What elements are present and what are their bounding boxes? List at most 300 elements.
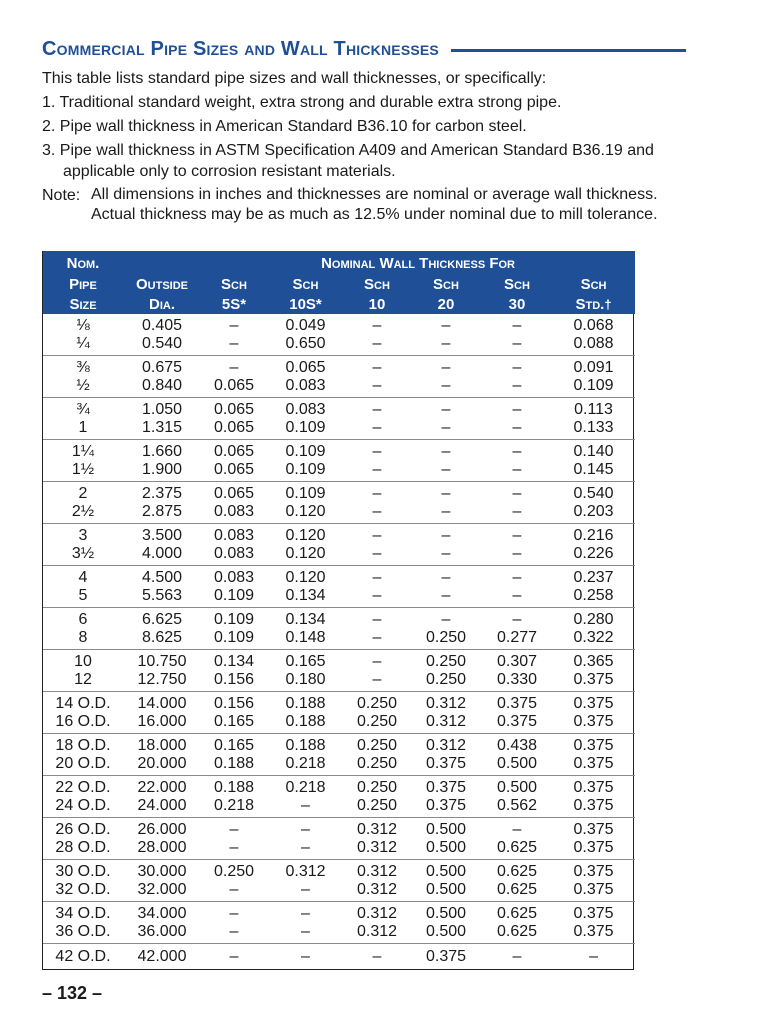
value-cell bbox=[482, 776, 552, 818]
value-cell bbox=[410, 440, 482, 482]
value-cell bbox=[123, 818, 201, 860]
cell-value: 1½ bbox=[71, 460, 95, 478]
value-cell bbox=[123, 398, 201, 440]
table-row bbox=[43, 944, 635, 971]
cell-value: – bbox=[372, 586, 382, 604]
cell-value: ⅜ bbox=[76, 358, 90, 376]
cell-value: 0.500 bbox=[425, 820, 467, 838]
cell-value: – bbox=[441, 442, 451, 460]
cell-value: 0.625 bbox=[496, 880, 538, 898]
cell-value: 0.625 bbox=[496, 922, 538, 940]
cell-value: 0.650 bbox=[285, 334, 326, 352]
cell-value: ¼ bbox=[76, 334, 90, 352]
cell-value: 0.500 bbox=[425, 880, 467, 898]
value-cell bbox=[552, 356, 635, 398]
cell-value: 0.120 bbox=[285, 544, 326, 562]
cell-value: 0.188 bbox=[285, 736, 326, 754]
cell-value: 18.000 bbox=[137, 736, 187, 754]
cell-value: – bbox=[441, 358, 451, 376]
cell-value: 8.625 bbox=[141, 628, 183, 646]
cell-value: – bbox=[372, 652, 382, 670]
table-row bbox=[43, 356, 635, 398]
cell-value: 26 O.D. bbox=[55, 820, 111, 838]
header-std bbox=[552, 294, 635, 314]
cell-value: – bbox=[441, 316, 451, 334]
cell-value: – bbox=[512, 568, 522, 586]
cell-value: – bbox=[441, 376, 451, 394]
cell-value: 0.083 bbox=[285, 400, 326, 418]
cell-value: 0.134 bbox=[285, 610, 326, 628]
cell-value: 0.675 bbox=[141, 358, 183, 376]
cell-value: – bbox=[372, 418, 382, 436]
cell-value: – bbox=[301, 880, 310, 898]
cell-value: – bbox=[229, 948, 239, 965]
cell-value: – bbox=[441, 400, 451, 418]
value-cell bbox=[267, 944, 344, 971]
cell-value: 0.625 bbox=[496, 904, 538, 922]
cell-value: 0.312 bbox=[356, 904, 398, 922]
cell-value: – bbox=[512, 484, 522, 502]
cell-value: 0.188 bbox=[285, 694, 326, 712]
cell-value: 0.188 bbox=[285, 712, 326, 730]
cell-value: 0.049 bbox=[285, 316, 326, 334]
cell-value: – bbox=[229, 358, 239, 376]
cell-value: 34 O.D. bbox=[55, 904, 111, 922]
cell-value: 0.218 bbox=[285, 778, 326, 796]
cell-value: 0.134 bbox=[213, 652, 255, 670]
cell-value: 0.113 bbox=[574, 400, 613, 418]
cell-value: 42 O.D. bbox=[55, 948, 111, 965]
cell-value: – bbox=[372, 460, 382, 478]
cell-value: 0.120 bbox=[285, 568, 326, 586]
cell-value: – bbox=[372, 568, 382, 586]
pipe-size-cell bbox=[43, 902, 123, 944]
cell-value: 0.065 bbox=[213, 400, 255, 418]
table-body bbox=[43, 314, 635, 970]
value-cell bbox=[482, 650, 552, 692]
cell-value: 0.148 bbox=[285, 628, 326, 646]
value-cell bbox=[410, 860, 482, 902]
header-30: 30 bbox=[482, 294, 552, 314]
cell-value: – bbox=[512, 442, 522, 460]
table-row bbox=[43, 776, 635, 818]
value-cell bbox=[552, 776, 635, 818]
cell-value: 0.083 bbox=[213, 502, 255, 520]
value-cell bbox=[482, 356, 552, 398]
value-cell bbox=[123, 692, 201, 734]
value-cell bbox=[267, 356, 344, 398]
pipe-size-cell bbox=[43, 776, 123, 818]
value-cell bbox=[344, 356, 410, 398]
cell-value: 0.375 bbox=[573, 736, 614, 754]
table-row bbox=[43, 734, 635, 776]
cell-value: 24.000 bbox=[137, 796, 187, 814]
value-cell bbox=[201, 398, 267, 440]
cell-value: – bbox=[441, 568, 451, 586]
cell-value: – bbox=[372, 544, 382, 562]
value-cell bbox=[267, 860, 344, 902]
value-cell bbox=[552, 398, 635, 440]
cell-value: 1¼ bbox=[71, 442, 95, 460]
cell-value: 0.088 bbox=[573, 334, 614, 352]
page-number: – 132 – bbox=[42, 983, 103, 1003]
cell-value: – bbox=[512, 376, 522, 394]
value-cell bbox=[552, 524, 635, 566]
value-cell bbox=[123, 566, 201, 608]
cell-value: – bbox=[441, 418, 451, 436]
value-cell bbox=[552, 818, 635, 860]
header-5s: 5S* bbox=[201, 294, 267, 314]
value-cell bbox=[123, 608, 201, 650]
value-cell bbox=[201, 482, 267, 524]
value-cell bbox=[410, 314, 482, 356]
value-cell bbox=[123, 902, 201, 944]
cell-value: 16 O.D. bbox=[55, 712, 111, 730]
cell-value: 0.065 bbox=[213, 460, 255, 478]
header-sch: Sch bbox=[267, 274, 344, 294]
cell-value: 32 O.D. bbox=[55, 880, 111, 898]
cell-value: 0.109 bbox=[285, 418, 326, 436]
value-cell bbox=[267, 734, 344, 776]
value-cell bbox=[123, 650, 201, 692]
value-cell bbox=[344, 314, 410, 356]
cell-value: 0.375 bbox=[496, 694, 538, 712]
cell-value: – bbox=[229, 820, 239, 838]
title-rule bbox=[451, 49, 686, 52]
cell-value: – bbox=[301, 922, 310, 940]
cell-value: – bbox=[372, 376, 382, 394]
cell-value: – bbox=[441, 526, 451, 544]
cell-value: 0.625 bbox=[496, 838, 538, 856]
cell-value: – bbox=[372, 948, 382, 965]
cell-value: 0.083 bbox=[213, 526, 255, 544]
header-dia: Dia. bbox=[123, 294, 201, 314]
cell-value: 4.500 bbox=[141, 568, 183, 586]
value-cell bbox=[201, 524, 267, 566]
cell-value: 1 bbox=[78, 418, 88, 436]
value-cell bbox=[482, 566, 552, 608]
cell-value: – bbox=[512, 610, 522, 628]
cell-value: – bbox=[512, 316, 522, 334]
cell-value: 0.375 bbox=[573, 712, 614, 730]
value-cell bbox=[267, 482, 344, 524]
cell-value: 0.375 bbox=[496, 712, 538, 730]
cell-value: 0.134 bbox=[285, 586, 326, 604]
cell-value: 0.540 bbox=[141, 334, 183, 352]
cell-value: 0.375 bbox=[573, 904, 614, 922]
pipe-size-cell bbox=[43, 440, 123, 482]
pipe-size-cell bbox=[43, 650, 123, 692]
cell-value: 0.312 bbox=[356, 922, 398, 940]
cell-value: 34.000 bbox=[137, 904, 187, 922]
cell-value: – bbox=[372, 442, 382, 460]
value-cell bbox=[482, 398, 552, 440]
cell-value: 0.165 bbox=[285, 652, 326, 670]
cell-value: 20 O.D. bbox=[55, 754, 111, 772]
cell-value: 0.065 bbox=[285, 358, 326, 376]
cell-value: 0.133 bbox=[573, 418, 614, 436]
pipe-size-cell bbox=[43, 566, 123, 608]
pipe-size-cell bbox=[43, 398, 123, 440]
value-cell bbox=[344, 650, 410, 692]
cell-value: 0.250 bbox=[356, 712, 398, 730]
cell-value: – bbox=[372, 358, 382, 376]
cell-value: – bbox=[441, 586, 451, 604]
value-cell bbox=[410, 356, 482, 398]
cell-value: 36.000 bbox=[137, 922, 187, 940]
value-cell bbox=[267, 650, 344, 692]
pipe-size-cell bbox=[43, 818, 123, 860]
cell-value: 28.000 bbox=[137, 838, 187, 856]
value-cell bbox=[482, 482, 552, 524]
pipe-size-cell bbox=[43, 608, 123, 650]
cell-value: ¾ bbox=[76, 400, 90, 418]
value-cell bbox=[201, 818, 267, 860]
page-title: Commercial Pipe Sizes and Wall Thicknesses bbox=[42, 37, 439, 60]
cell-value: 0.280 bbox=[573, 610, 614, 628]
value-cell bbox=[410, 482, 482, 524]
cell-value: 0.375 bbox=[573, 880, 614, 898]
cell-value: – bbox=[229, 904, 239, 922]
note bbox=[42, 185, 662, 225]
cell-value: 0.120 bbox=[285, 526, 326, 544]
cell-value: 1.050 bbox=[141, 400, 183, 418]
value-cell bbox=[410, 776, 482, 818]
pipe-size-cell bbox=[43, 314, 123, 356]
value-cell bbox=[267, 608, 344, 650]
header-20: 20 bbox=[410, 294, 482, 314]
cell-value: ⅛ bbox=[76, 316, 90, 334]
value-cell bbox=[410, 902, 482, 944]
table-row bbox=[43, 860, 635, 902]
value-cell bbox=[201, 734, 267, 776]
cell-value: 0.145 bbox=[573, 460, 614, 478]
value-cell bbox=[410, 944, 482, 971]
cell-value: – bbox=[301, 796, 310, 814]
value-cell bbox=[344, 944, 410, 971]
cell-value: – bbox=[512, 526, 522, 544]
cell-value: 0.250 bbox=[425, 628, 467, 646]
cell-value: 0.065 bbox=[213, 484, 255, 502]
cell-value: ½ bbox=[76, 376, 90, 394]
value-cell bbox=[123, 734, 201, 776]
value-cell bbox=[201, 566, 267, 608]
cell-value: 0.109 bbox=[285, 484, 326, 502]
cell-value: 0.438 bbox=[496, 736, 538, 754]
cell-value: 0.250 bbox=[356, 736, 398, 754]
value-cell bbox=[482, 314, 552, 356]
cell-value: 0.500 bbox=[425, 862, 467, 880]
cell-value: 10 bbox=[74, 652, 92, 670]
cell-value: 6 bbox=[78, 610, 88, 628]
value-cell bbox=[267, 524, 344, 566]
value-cell bbox=[552, 440, 635, 482]
header-size: Size bbox=[43, 294, 123, 314]
value-cell bbox=[552, 860, 635, 902]
cell-value: 20.000 bbox=[137, 754, 187, 772]
cell-value: 10.750 bbox=[137, 652, 187, 670]
value-cell bbox=[267, 692, 344, 734]
value-cell bbox=[410, 398, 482, 440]
cell-value: – bbox=[372, 316, 382, 334]
cell-value: 0.322 bbox=[573, 628, 614, 646]
cell-value: 0.109 bbox=[213, 586, 255, 604]
cell-value: 0.625 bbox=[496, 862, 538, 880]
cell-value: 14 O.D. bbox=[55, 694, 111, 712]
cell-value: 0.109 bbox=[285, 460, 326, 478]
cell-value: – bbox=[512, 358, 522, 376]
value-cell bbox=[410, 566, 482, 608]
cell-value: 0.120 bbox=[285, 502, 326, 520]
value-cell bbox=[267, 776, 344, 818]
cell-value: – bbox=[512, 544, 522, 562]
cell-value: 32.000 bbox=[137, 880, 187, 898]
cell-value: 0.312 bbox=[356, 862, 398, 880]
pipe-size-cell bbox=[43, 482, 123, 524]
cell-value: 14.000 bbox=[137, 694, 187, 712]
table-row bbox=[43, 524, 635, 566]
cell-value: – bbox=[589, 948, 598, 965]
cell-value: 0.109 bbox=[573, 376, 614, 394]
value-cell bbox=[123, 944, 201, 971]
list-item: 3. Pipe wall thickness in ASTM Specification A409 and American Standard B36.19 and applicable only to corrosion resistant materials. bbox=[42, 142, 654, 180]
cell-value: 0.109 bbox=[213, 610, 255, 628]
value-cell bbox=[482, 608, 552, 650]
cell-value: 0.188 bbox=[213, 754, 255, 772]
header-10: 10 bbox=[344, 294, 410, 314]
value-cell bbox=[201, 356, 267, 398]
cell-value: – bbox=[372, 526, 382, 544]
value-cell bbox=[552, 902, 635, 944]
title-row bbox=[42, 34, 686, 64]
header-group: Nominal Wall Thickness For bbox=[201, 251, 635, 274]
cell-value: 12 bbox=[74, 670, 92, 688]
cell-value: 0.375 bbox=[573, 838, 614, 856]
cell-value: 42.000 bbox=[137, 948, 187, 965]
cell-value: – bbox=[512, 502, 522, 520]
table-row bbox=[43, 692, 635, 734]
value-cell bbox=[123, 440, 201, 482]
cell-value: – bbox=[229, 838, 239, 856]
cell-value: 0.365 bbox=[573, 652, 614, 670]
cell-value: – bbox=[441, 544, 451, 562]
cell-value: 0.065 bbox=[213, 376, 255, 394]
cell-value: – bbox=[512, 400, 522, 418]
table-row bbox=[43, 608, 635, 650]
value-cell bbox=[552, 734, 635, 776]
value-cell bbox=[482, 860, 552, 902]
cell-value: 0.375 bbox=[573, 754, 614, 772]
value-cell bbox=[267, 902, 344, 944]
value-cell bbox=[123, 860, 201, 902]
cell-value: 0.500 bbox=[496, 778, 538, 796]
cell-value: 26.000 bbox=[137, 820, 187, 838]
value-cell bbox=[344, 482, 410, 524]
value-cell bbox=[552, 650, 635, 692]
cell-value: 0.068 bbox=[573, 316, 614, 334]
cell-value: – bbox=[441, 484, 451, 502]
value-cell bbox=[123, 524, 201, 566]
cell-value: 0.156 bbox=[213, 670, 255, 688]
value-cell bbox=[201, 902, 267, 944]
value-cell bbox=[201, 440, 267, 482]
cell-value: 0.375 bbox=[573, 670, 614, 688]
cell-value: 0.216 bbox=[573, 526, 614, 544]
cell-value: – bbox=[441, 460, 451, 478]
value-cell bbox=[201, 650, 267, 692]
value-cell bbox=[552, 482, 635, 524]
header-sch: Sch bbox=[552, 274, 635, 294]
pipe-size-cell bbox=[43, 944, 123, 971]
cell-value: – bbox=[512, 948, 522, 965]
cell-value: 0.156 bbox=[213, 694, 255, 712]
value-cell bbox=[552, 608, 635, 650]
cell-value: 1.660 bbox=[141, 442, 183, 460]
cell-value: 0.180 bbox=[285, 670, 326, 688]
header-10s: 10S* bbox=[267, 294, 344, 314]
cell-value: 0.375 bbox=[573, 820, 614, 838]
value-cell bbox=[201, 314, 267, 356]
value-cell bbox=[267, 440, 344, 482]
pipe-size-cell bbox=[43, 524, 123, 566]
cell-value: 0.405 bbox=[141, 316, 183, 334]
header-sch: Sch bbox=[410, 274, 482, 294]
cell-value: 22 O.D. bbox=[55, 778, 111, 796]
header-outside: Outside bbox=[123, 274, 201, 294]
value-cell bbox=[267, 566, 344, 608]
cell-value: – bbox=[301, 904, 310, 922]
value-cell bbox=[482, 734, 552, 776]
cell-value: 3.500 bbox=[141, 526, 183, 544]
cell-value: 30.000 bbox=[137, 862, 187, 880]
cell-value: 0.203 bbox=[573, 502, 614, 520]
value-cell bbox=[344, 608, 410, 650]
cell-value: 0.500 bbox=[496, 754, 538, 772]
value-cell bbox=[410, 692, 482, 734]
cell-value: 0.091 bbox=[573, 358, 614, 376]
header-sch: Sch bbox=[201, 274, 267, 294]
cell-value: – bbox=[372, 400, 382, 418]
cell-value: 6.625 bbox=[141, 610, 183, 628]
value-cell bbox=[201, 608, 267, 650]
table-row bbox=[43, 440, 635, 482]
cell-value: – bbox=[301, 948, 310, 965]
cell-value: 8 bbox=[78, 628, 88, 646]
cell-value: 3½ bbox=[71, 544, 95, 562]
cell-value: 0.840 bbox=[141, 376, 183, 394]
value-cell bbox=[344, 692, 410, 734]
value-cell bbox=[201, 692, 267, 734]
value-cell bbox=[123, 356, 201, 398]
cell-value: 0.375 bbox=[573, 796, 614, 814]
cell-value: 0.109 bbox=[285, 442, 326, 460]
cell-value: 0.312 bbox=[356, 820, 398, 838]
cell-value: 0.083 bbox=[285, 376, 326, 394]
cell-value: – bbox=[301, 838, 310, 856]
value-cell bbox=[482, 524, 552, 566]
cell-value: 5.563 bbox=[141, 586, 183, 604]
cell-value: – bbox=[372, 610, 382, 628]
table-row bbox=[43, 482, 635, 524]
cell-value: 0.375 bbox=[425, 796, 467, 814]
cell-value: 0.083 bbox=[213, 568, 255, 586]
value-cell bbox=[410, 608, 482, 650]
cell-value: 0.250 bbox=[356, 754, 398, 772]
cell-value: 0.237 bbox=[573, 568, 614, 586]
cell-value: 0.165 bbox=[213, 736, 255, 754]
intro-text: This table lists standard pipe sizes and wall thicknesses, or specifically: bbox=[42, 70, 547, 87]
cell-value: 0.375 bbox=[573, 922, 614, 940]
